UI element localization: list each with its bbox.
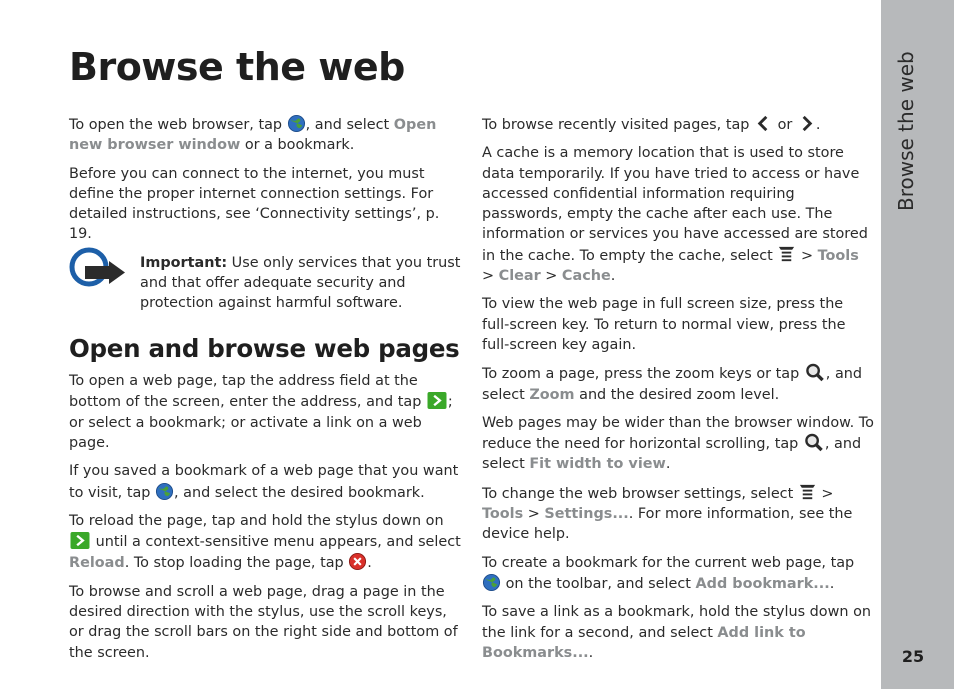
keyword-cache: Cache — [561, 268, 611, 285]
stop-icon — [348, 552, 367, 571]
page-title: Browse the web — [69, 45, 405, 89]
globe-icon — [287, 114, 306, 133]
paragraph-recent-pages: To browse recently visited pages, tap or . — [482, 114, 874, 135]
menu-icon — [777, 245, 796, 264]
paragraph-open-browser: To open the web browser, tap , and select Open new browser window or a bookmark. — [69, 114, 461, 156]
section-heading: Open and browse web pages — [69, 333, 460, 363]
paragraph-reload: To reload the page, tap and hold the stylus down on until a context-sensitive menu appears, and select Reload. To stop loading the page, tap . — [69, 512, 461, 572]
zoom-icon — [804, 363, 826, 382]
paragraph-full-screen: To view the web page in full screen size, press the full-screen key. To return to normal view, press the full-screen key again. — [482, 296, 846, 353]
paragraph-save-link: To save a link as a bookmark, hold the stylus down on the link for a second, and select Add link to Bookmarks.... — [482, 604, 871, 661]
paragraph-bookmark: If you saved a bookmark of a web page that you want to visit, tap , and select the desired bookmark. — [69, 463, 459, 501]
go-arrow-icon — [69, 531, 91, 550]
important-note — [69, 253, 461, 314]
important-note-icon — [69, 247, 127, 289]
paragraph-scroll: To browse and scroll a web page, drag a page in the desired direction with the stylus, use the scroll keys, or drag the scroll bars on the right side and bottom of the screen. — [69, 583, 458, 661]
page-number: 25 — [901, 647, 925, 666]
right-column — [482, 114, 874, 671]
paragraph-add-bookmark: To create a bookmark for the current web page, tap on the toolbar, and select Add bookmark.... — [482, 554, 855, 592]
globe-icon — [482, 573, 501, 592]
paragraph-cache: A cache is a memory location that is used to store data temporarily. If you have tried to access or have accessed confidential information requiring passwords, empty the cache after each use. The information or services you have accessed are stored in the cache. To empty the cache, select > Tools > Clear > Cache. — [482, 145, 868, 285]
forward-arrow-icon — [797, 114, 816, 133]
sidebar-title: Browse the web — [894, 51, 918, 211]
keyword-add-bookmark: Add bookmark... — [695, 575, 830, 592]
paragraph-open-web-page: To open a web page, tap the address field at the bottom of the screen, enter the address, and tap ; or select a bookmark; or activate a link on a web page. — [69, 373, 453, 451]
important-label: Important: — [140, 254, 228, 271]
paragraph-connection-settings: Before you can connect to the internet, you must define the proper internet connection settings. For detailed instructions, see ‘Connectivity settings’, p. 19. — [69, 165, 440, 243]
globe-icon — [155, 482, 174, 501]
important-text: Use only services that you trust and that offer adequate security and protection against harmful software. — [140, 254, 461, 312]
menu-icon — [798, 483, 817, 502]
keyword-open-new-browser-window: Open new browser window — [69, 117, 437, 154]
paragraph-fit-width: Web pages may be wider than the browser window. To reduce the need for horizontal scrolling, tap , and select Fit width to view. — [482, 414, 874, 473]
keyword-add-link-to-bookmarks: Add link to Bookmarks... — [482, 624, 806, 661]
keyword-clear: Clear — [498, 268, 541, 285]
keyword-settings: Settings... — [544, 506, 629, 523]
go-arrow-icon — [426, 391, 448, 410]
keyword-reload: Reload — [69, 555, 125, 572]
paragraph-settings: To change the web browser settings, select > Tools > Settings.... For more information, see the device help. — [482, 483, 874, 545]
keyword-zoom: Zoom — [529, 386, 575, 403]
zoom-icon — [803, 433, 825, 452]
left-column — [69, 114, 461, 671]
keyword-tools: Tools — [482, 506, 524, 523]
keyword-tools: Tools — [817, 247, 859, 264]
paragraph-zoom: To zoom a page, press the zoom keys or tap , and select Zoom and the desired zoom level. — [482, 363, 874, 405]
keyword-fit-width-to-view: Fit width to view — [529, 456, 666, 473]
back-arrow-icon — [754, 114, 773, 133]
